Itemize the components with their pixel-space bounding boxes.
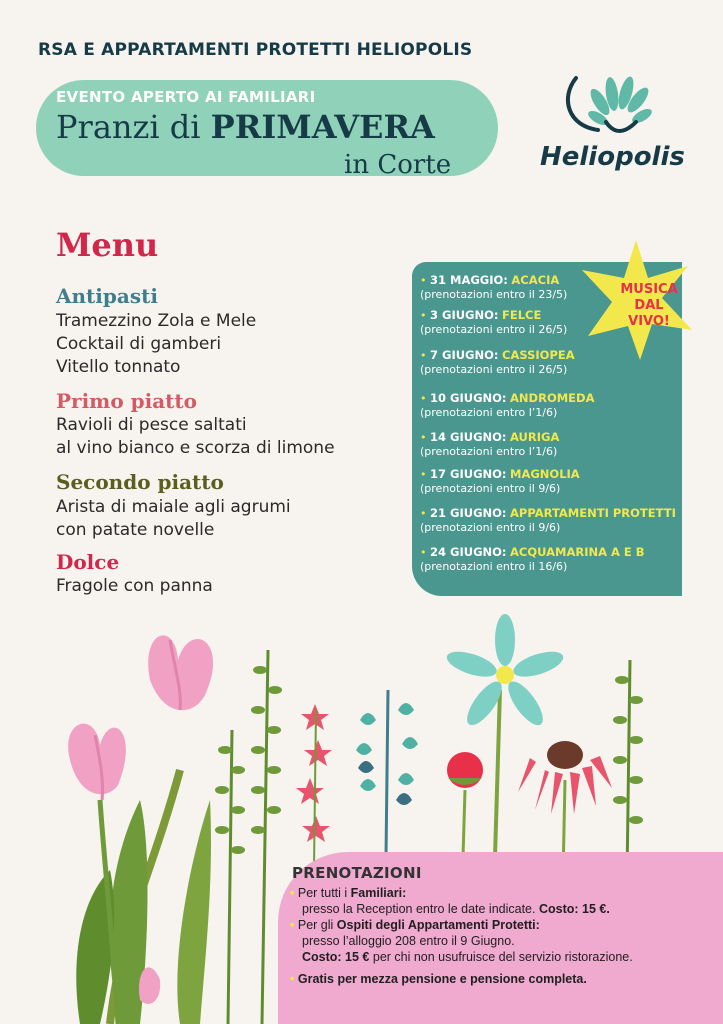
menu-item: con patate novelle: [56, 520, 215, 540]
section-secondo-piatto: Secondo piatto: [56, 470, 224, 494]
bookings-line: presso la Reception entro le date indicate. Costo: 15 €.: [302, 902, 610, 916]
date-entry: • 24 GIUGNO: ACQUAMARINA A E B (prenotazioni entro il 16/6): [420, 545, 645, 573]
event-title: [56, 108, 435, 146]
bullet-icon: •: [420, 392, 430, 405]
bookings-line: presso l’alloggio 208 entro il 9 Giugno.: [302, 934, 515, 948]
bullet-icon: •: [290, 886, 298, 900]
menu-item: Fragole con panna: [56, 576, 213, 596]
bookings-line: • Gratis per mezza pensione e pensione completa.: [290, 972, 587, 986]
logo-wordmark: Heliopolis: [540, 142, 685, 172]
menu-item: Cocktail di gamberi: [56, 334, 222, 354]
date-entry: • 14 GIUGNO: AURIGA (prenotazioni entro l’1/6): [420, 430, 560, 458]
menu-item: Ravioli di pesce saltati: [56, 415, 247, 435]
date-entry: • 17 GIUGNO: MAGNOLIA (prenotazioni entro il 9/6): [420, 467, 580, 495]
menu-title: Menu: [56, 226, 159, 264]
bookings-line: • Per gli Ospiti degli Appartamenti Protetti:: [290, 918, 540, 932]
bullet-icon: •: [420, 349, 430, 362]
section-primo-piatto: Primo piatto: [56, 389, 197, 413]
bullet-icon: •: [420, 274, 430, 287]
menu-item: al vino bianco e scorza di limone: [56, 438, 335, 458]
live-music-badge: MUSICA DAL VIVO!: [620, 282, 678, 329]
event-title-part1: Pranzi di: [56, 108, 211, 146]
date-entry: • 3 GIUGNO: FELCE (prenotazioni entro il 26/5): [420, 308, 568, 336]
event-subtitle: in Corte: [344, 150, 452, 180]
event-title-part2: PRIMAVERA: [210, 108, 435, 146]
bullet-icon: •: [420, 468, 430, 481]
bullet-icon: •: [290, 918, 298, 932]
bookings-line: Costo: 15 € per chi non usufruisce del servizio ristorazione.: [302, 950, 633, 964]
date-entry: • 31 MAGGIO: ACACIA (prenotazioni entro il 23/5): [420, 273, 568, 301]
bullet-icon: •: [290, 972, 298, 986]
menu-item: Vitello tonnato: [56, 357, 181, 377]
section-dolce: Dolce: [56, 550, 120, 574]
bullet-icon: •: [420, 507, 430, 520]
date-entry: • 21 GIUGNO: APPARTAMENTI PROTETTI (prenotazioni entro il 9/6): [420, 506, 676, 534]
bookings-line: • Per tutti i Familiari:: [290, 886, 407, 900]
date-entry: • 7 GIUGNO: CASSIOPEA (prenotazioni entro il 26/5): [420, 348, 575, 376]
event-label: EVENTO APERTO AI FAMILIARI: [56, 88, 316, 106]
date-entry: • 10 GIUGNO: ANDROMEDA (prenotazioni entro l’1/6): [420, 391, 595, 419]
menu-item: Tramezzino Zola e Mele: [56, 311, 257, 331]
bullet-icon: •: [420, 546, 430, 559]
section-antipasti: Antipasti: [56, 284, 158, 308]
bookings-title: PRENOTAZIONI: [292, 864, 422, 882]
bullet-icon: •: [420, 309, 430, 322]
menu-item: Arista di maiale agli agrumi: [56, 497, 291, 517]
organization-name: RSA E APPARTAMENTI PROTETTI HELIOPOLIS: [38, 40, 473, 60]
bullet-icon: •: [420, 431, 430, 444]
